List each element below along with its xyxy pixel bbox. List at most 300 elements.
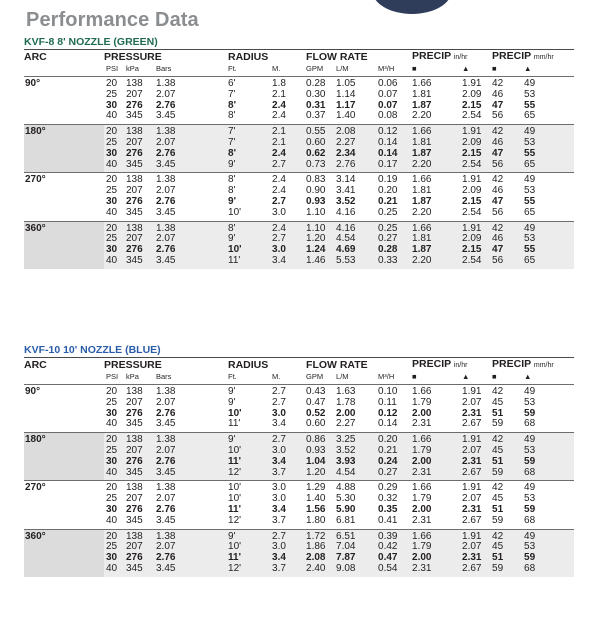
spacer [202, 90, 228, 101]
table-cell: 9' [228, 160, 272, 173]
table-cell: 1.38 [156, 481, 202, 494]
col-pressure: PRESSURE [104, 358, 202, 373]
table-cell: 0.28 [378, 245, 412, 256]
table-cell: 20 [104, 433, 126, 446]
table-cell: 3.45 [156, 418, 176, 430]
table-cell: 5.30 [336, 493, 356, 505]
table-cell: 56 [492, 256, 524, 269]
table-cell: 0.90 [306, 185, 326, 197]
table-cell: 0.60 [306, 138, 336, 149]
table-cell: 2.07 [156, 185, 176, 197]
unit-lm: L/M [336, 372, 349, 381]
table-cell: 47 [492, 149, 524, 160]
table-cell: 45 [492, 396, 504, 408]
table-cell: 9' [228, 396, 236, 408]
table-cell: 1.66 [412, 173, 462, 186]
spacer [202, 468, 228, 481]
table-cell: 1.91 [462, 433, 492, 446]
table-cell: 46 [492, 185, 504, 197]
table-cell: 53 [524, 234, 574, 245]
table-row [24, 221, 574, 234]
unit-m3h: M³/H [378, 64, 395, 73]
table-cell: 2.54 [462, 160, 492, 173]
performance-table-kvf-8 [24, 49, 574, 269]
table-cell: 65 [524, 206, 536, 218]
spacer [202, 516, 228, 529]
table-cell: 7' [228, 88, 236, 100]
table-cell: 0.41 [378, 514, 398, 526]
table-row [24, 564, 574, 577]
table-cell: 8' [228, 185, 236, 197]
table-cell: 1.66 [412, 221, 462, 234]
table-cell: 3.93 [336, 457, 378, 468]
col-radius: RADIUS [228, 50, 306, 65]
table-row [24, 77, 574, 90]
table-cell: 2.07 [462, 396, 482, 408]
table-cell: 2.09 [462, 88, 482, 100]
table-cell: 45 [492, 493, 504, 505]
table-cell: 1.91 [462, 125, 492, 138]
table-cell: 40 [104, 468, 126, 481]
table-cell: 68 [524, 418, 536, 430]
table-cell: 49 [524, 385, 574, 398]
table-cell: 0.27 [378, 234, 412, 245]
table-cell: 3.0 [272, 206, 286, 218]
arc-label: 90° [24, 77, 104, 125]
performance-table-kvf-10 [24, 357, 574, 577]
table-cell: 42 [492, 77, 524, 90]
table-cell: 3.4 [272, 418, 286, 430]
table-cell: 4.54 [336, 468, 378, 481]
spacer [202, 245, 228, 256]
table-cell: 2.7 [272, 529, 306, 542]
spacer [202, 125, 228, 138]
col-radius: RADIUS [228, 358, 306, 373]
table-cell: 1.66 [412, 125, 462, 138]
table-cell: 2.07 [156, 542, 202, 553]
table-cell: 345 [126, 418, 143, 430]
table-cell: 1.20 [306, 234, 336, 245]
table-cell: 2.76 [336, 160, 378, 173]
table-cell: 42 [492, 529, 524, 542]
table-cell: 1.81 [412, 88, 432, 100]
table-cell: 8' [228, 173, 272, 186]
decorative-shape [372, 0, 452, 14]
table-cell: 59 [524, 457, 574, 468]
table-cell: 0.28 [306, 77, 336, 90]
table-cell: 25 [106, 88, 118, 100]
table-cell: 3.0 [272, 542, 306, 553]
kvf-10-section [24, 343, 574, 577]
square-icon: ■ [412, 372, 417, 381]
table-cell: 9' [228, 529, 272, 542]
table-cell: 1.91 [462, 221, 492, 234]
table-cell: 2.00 [412, 503, 432, 515]
table-cell: 10' [228, 446, 272, 457]
table-cell: 1.80 [306, 514, 326, 526]
table-cell: 345 [126, 160, 156, 173]
table-cell: 345 [126, 468, 156, 481]
table-cell: 0.25 [378, 221, 412, 234]
table-cell: 11' [228, 503, 241, 515]
table-cell: 9' [228, 195, 236, 207]
spacer [202, 564, 228, 577]
precip-mm-unit: mm/hr [533, 362, 554, 369]
table-cell: 2.09 [462, 138, 492, 149]
table-cell: 0.35 [378, 503, 398, 515]
unit-gpm: GPM [306, 372, 324, 381]
table-cell: 0.14 [378, 138, 412, 149]
table-cell: 345 [126, 256, 156, 269]
table-cell: 2.07 [156, 446, 202, 457]
table-cell: 276 [126, 195, 143, 207]
table-cell: 1.40 [336, 110, 356, 122]
spacer [202, 553, 228, 564]
table-cell: 20 [104, 125, 126, 138]
table-cell: 59 [492, 514, 504, 526]
table-cell: 3.41 [336, 185, 356, 197]
table-cell: 55 [524, 245, 574, 256]
table-cell: 25 [104, 446, 126, 457]
table-cell: 2.20 [412, 206, 432, 218]
page-title: Performance Data [26, 9, 199, 31]
table-cell: 1.38 [156, 221, 202, 234]
spacer [202, 457, 228, 468]
spacer [202, 111, 228, 124]
table-cell: 2.67 [462, 514, 482, 526]
table-cell: 276 [126, 457, 156, 468]
table-cell: 138 [126, 125, 156, 138]
table-cell: 9' [228, 385, 272, 398]
table-cell: 59 [524, 503, 536, 515]
table-cell: 0.10 [378, 385, 412, 398]
table-cell: 2.76 [156, 149, 202, 160]
table-row [24, 149, 574, 160]
table-cell: 1.91 [462, 481, 492, 494]
table-cell: 3.4 [272, 503, 286, 515]
table-cell: 276 [126, 553, 156, 564]
table-cell: 10' [228, 245, 272, 256]
table-cell: 30 [106, 407, 118, 419]
table-cell: 1.38 [156, 433, 202, 446]
table-cell: 3.0 [272, 481, 306, 494]
table-cell: 49 [524, 529, 574, 542]
table-cell: 0.47 [306, 396, 326, 408]
table-cell: 25 [106, 493, 118, 505]
table-cell: 45 [492, 542, 524, 553]
table-cell: 2.4 [272, 149, 306, 160]
table-cell: 2.00 [412, 553, 462, 564]
table-cell: 2.07 [462, 493, 482, 505]
table-cell: 53 [524, 185, 536, 197]
table-cell: 0.12 [378, 407, 398, 419]
table-cell: 0.86 [306, 433, 336, 446]
table-cell: 207 [126, 446, 156, 457]
precip-label: PRECIP [492, 50, 531, 62]
table-cell: 68 [524, 564, 574, 577]
table-cell: 2.1 [272, 138, 306, 149]
table-cell: 7' [228, 125, 272, 138]
table-cell: 2.31 [412, 514, 432, 526]
table-cell: 1.79 [412, 396, 432, 408]
unit-ft: Ft. [228, 372, 237, 381]
table-cell: 59 [492, 418, 504, 430]
table-cell: 2.54 [462, 206, 482, 218]
table-cell: 2.67 [462, 468, 492, 481]
table-cell: 2.07 [156, 138, 202, 149]
square-icon: ■ [492, 64, 497, 73]
table-cell: 30 [104, 553, 126, 564]
table-cell: 49 [524, 433, 574, 446]
table-cell: 11' [228, 553, 272, 564]
table-cell: 0.06 [378, 77, 412, 90]
table-cell: 5.53 [336, 256, 378, 269]
table-cell: 1.81 [412, 138, 462, 149]
table-cell: 10' [228, 407, 242, 419]
table-cell: 1.05 [336, 77, 378, 90]
table-row [24, 419, 574, 432]
table-cell: 9' [228, 234, 272, 245]
col-flow-rate: FLOW RATE [306, 358, 412, 373]
precip-in-unit: in/hr [453, 362, 468, 369]
table-cell: 2.76 [156, 245, 202, 256]
table-cell: 49 [524, 77, 574, 90]
unit-bars: Bars [156, 64, 172, 73]
spacer [202, 256, 228, 269]
table-cell: 40 [106, 514, 118, 526]
unit-blank [202, 372, 228, 385]
triangle-icon: ▲ [524, 372, 532, 381]
table-row [24, 385, 574, 398]
table-cell: 5.90 [336, 503, 356, 515]
spacer [202, 385, 228, 398]
table-cell: 42 [492, 385, 524, 398]
precip-label: PRECIP [492, 358, 531, 370]
spacer [202, 101, 228, 112]
table-cell: 12' [228, 514, 242, 526]
table-cell: 53 [524, 88, 536, 100]
table-cell: 2.08 [306, 553, 336, 564]
table-row [24, 90, 574, 101]
table-cell: 2.31 [462, 457, 492, 468]
table-row [24, 516, 574, 529]
col-precip-in [412, 358, 492, 373]
col-flow-rate: FLOW RATE [306, 50, 412, 65]
table-cell: 1.86 [306, 542, 336, 553]
table-cell: 0.21 [378, 446, 412, 457]
table-cell: 3.25 [336, 433, 378, 446]
table-cell: 2.15 [462, 245, 492, 256]
header-row [24, 358, 574, 373]
table-cell: 55 [524, 99, 536, 111]
table-cell: 1.81 [412, 234, 462, 245]
col-arc: ARC [24, 358, 104, 373]
spacer [202, 419, 228, 432]
table-cell: 7' [228, 138, 272, 149]
table-row [24, 208, 574, 221]
table-cell: 345 [126, 110, 143, 122]
table-cell: 6.51 [336, 529, 378, 542]
square-icon: ■ [412, 64, 417, 73]
table-cell: 2.15 [462, 99, 482, 111]
table-cell: 345 [126, 514, 143, 526]
table-cell: 138 [126, 173, 156, 186]
table-cell: 68 [524, 514, 536, 526]
table-cell: 2.4 [272, 110, 286, 122]
precip-label: PRECIP [412, 50, 451, 62]
arc-label: 270° [24, 173, 104, 221]
table-cell: 1.91 [462, 77, 492, 90]
table-row [24, 457, 574, 468]
table-cell: 1.10 [306, 206, 326, 218]
table-cell: 56 [492, 160, 524, 173]
table-cell: 2.31 [412, 564, 462, 577]
table-cell: 1.91 [462, 385, 492, 398]
table-cell: 0.27 [378, 468, 412, 481]
table-cell: 49 [524, 481, 574, 494]
table-cell: 2.34 [336, 149, 378, 160]
table-cell: 1.66 [412, 529, 462, 542]
table-cell: 25 [106, 396, 118, 408]
table-cell: 30 [106, 503, 118, 515]
table-cell: 30 [104, 457, 126, 468]
arc-label: 180° [24, 125, 104, 173]
table-cell: 2.07 [462, 542, 492, 553]
table-cell: 1.87 [412, 245, 462, 256]
table-cell: 20 [104, 221, 126, 234]
table-cell: 2.7 [272, 234, 306, 245]
table-cell: 0.25 [378, 206, 398, 218]
spacer [202, 433, 228, 446]
table-cell: 0.29 [378, 481, 412, 494]
table-cell: 11' [228, 418, 241, 430]
unit-blank [202, 64, 228, 77]
spacer [202, 494, 228, 505]
table-cell: 2.7 [272, 396, 286, 408]
table-cell: 0.37 [306, 110, 326, 122]
table-cell: 65 [524, 110, 536, 122]
table-cell: 30 [106, 195, 118, 207]
table-cell: 40 [106, 110, 118, 122]
table-cell: 3.45 [156, 206, 176, 218]
table-cell: 9.08 [336, 564, 378, 577]
table-cell: 59 [492, 564, 524, 577]
table-cell: 42 [492, 433, 524, 446]
table-cell: 138 [126, 385, 156, 398]
unit-bars: Bars [156, 372, 172, 381]
table-cell: 20 [104, 481, 126, 494]
table-cell: 0.55 [306, 125, 336, 138]
table-cell: 345 [126, 206, 143, 218]
table-cell: 0.12 [378, 125, 412, 138]
table-cell: 46 [492, 234, 524, 245]
table-cell: 2.00 [412, 407, 432, 419]
table-cell: 1.66 [412, 481, 462, 494]
table-cell: 2.15 [462, 149, 492, 160]
table-cell: 2.07 [156, 396, 176, 408]
table-cell: 49 [524, 221, 574, 234]
table-cell: 2.7 [272, 195, 286, 207]
table-cell: 0.14 [378, 149, 412, 160]
table-cell: 207 [126, 234, 156, 245]
table-cell: 4.88 [336, 481, 378, 494]
table-cell: 1.38 [156, 385, 202, 398]
table-cell: 20 [104, 77, 126, 90]
table-cell: 276 [126, 503, 143, 515]
table-cell: 1.29 [306, 481, 336, 494]
table-cell: 0.52 [306, 407, 326, 419]
table-cell: 2.4 [272, 99, 286, 111]
spacer [202, 197, 228, 208]
table-heading-kvf-8: KVF-8 8' NOZZLE (GREEN) [24, 36, 158, 48]
table-cell: 46 [492, 88, 504, 100]
table-cell: 0.24 [378, 457, 412, 468]
table-cell: 2.31 [462, 553, 492, 564]
spacer [202, 149, 228, 160]
table-cell: 2.31 [462, 407, 482, 419]
table-cell: 2.54 [462, 110, 482, 122]
table-cell: 0.93 [306, 446, 336, 457]
kvf-8-section [24, 35, 574, 269]
table-cell: 1.91 [462, 529, 492, 542]
table-cell: 1.87 [412, 149, 462, 160]
triangle-icon: ▲ [524, 64, 532, 73]
table-cell: 2.09 [462, 185, 482, 197]
table-cell: 46 [492, 138, 524, 149]
table-cell: 4.54 [336, 234, 378, 245]
table-cell: 138 [126, 433, 156, 446]
table-row [24, 111, 574, 124]
table-cell: 2.1 [272, 88, 286, 100]
table-cell: 2.76 [156, 99, 176, 111]
col-precip-mm [492, 358, 574, 373]
table-cell: 1.38 [156, 77, 202, 90]
table-cell: 3.4 [272, 553, 306, 564]
table-cell: 25 [106, 185, 118, 197]
table-cell: 30 [104, 149, 126, 160]
table-cell: 53 [524, 138, 574, 149]
table-cell: 1.38 [156, 125, 202, 138]
table-cell: 207 [126, 88, 143, 100]
table-cell: 8' [228, 149, 272, 160]
arc-label: 270° [24, 481, 104, 529]
table-cell: 2.07 [156, 493, 176, 505]
table-cell: 3.0 [272, 245, 306, 256]
table-cell: 0.73 [306, 160, 336, 173]
table-cell: 3.4 [272, 256, 306, 269]
unit-psi: PSI [106, 372, 119, 381]
table-cell: 51 [492, 553, 524, 564]
table-row [24, 529, 574, 542]
table-cell: 2.07 [462, 446, 492, 457]
table-cell: 0.08 [378, 110, 398, 122]
table-cell: 3.0 [272, 446, 306, 457]
table-row [24, 433, 574, 446]
table-cell: 1.56 [306, 503, 326, 515]
table-cell: 1.24 [306, 245, 336, 256]
spacer [202, 529, 228, 542]
header-row [24, 50, 574, 65]
table-cell: 2.27 [336, 138, 378, 149]
table-cell: 1.20 [306, 468, 336, 481]
table-cell: 1.91 [462, 173, 492, 186]
table-cell: 56 [492, 206, 504, 218]
table-cell: 42 [492, 125, 524, 138]
table-cell: 59 [524, 553, 574, 564]
spacer [202, 208, 228, 221]
table-cell: 0.39 [378, 529, 412, 542]
col-arc: ARC [24, 50, 104, 65]
